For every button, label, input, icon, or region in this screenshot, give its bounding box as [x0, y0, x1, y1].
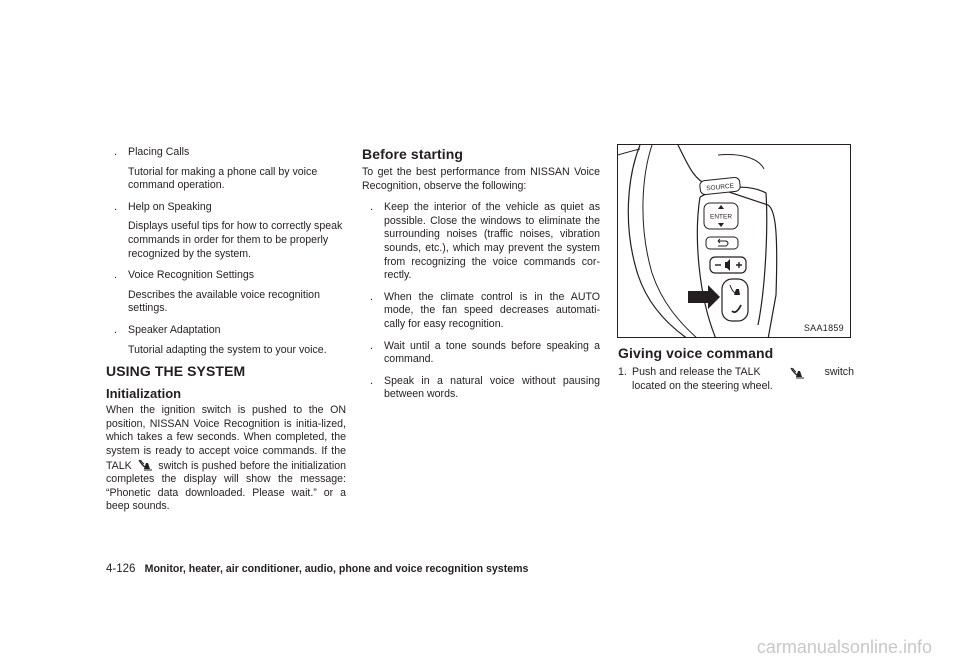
list-item-description: Tutorial for making a phone call by voice command operation.	[128, 165, 318, 192]
list-item-title: Voice Recognition Settings	[128, 269, 255, 282]
before-starting-intro: To get the best performance from NISSAN Voice Recognition, observe the following:	[362, 166, 600, 192]
bullet: .	[370, 290, 374, 303]
right-column	[618, 345, 854, 393]
list-item	[106, 324, 346, 338]
list-item-text: Wait until a tone sounds before speaking a command.	[384, 339, 600, 366]
list-item	[106, 269, 346, 283]
bullet: .	[370, 374, 374, 387]
left-column	[106, 146, 346, 514]
bullet: .	[114, 323, 118, 336]
talk-switch-icon	[789, 367, 805, 379]
bullet: .	[370, 339, 374, 352]
bullet: .	[114, 269, 118, 282]
step-text-continued: located on the steering wheel.	[632, 379, 773, 392]
steering-wheel-illustration	[618, 145, 851, 338]
bullet: .	[114, 200, 118, 213]
initialization-text: When the ignition switch is pushed to the ON position, NISSAN Voice Recognition is initia-lized, which takes a few seconds. When completed, the system is ready to accept voice commands. If the TALK switch is pushed before the initialization completes the display will show the message: “Phonetic data downloaded. Please wait.” or a beep sounds.	[106, 404, 346, 513]
list-item-title: Help on Speaking	[128, 200, 212, 213]
list-item	[106, 146, 346, 160]
list-item-description: Displays useful tips for how to correctly speak commands in order for them to be properly recognized by the system.	[128, 220, 343, 260]
list-item	[362, 340, 600, 367]
steering-wheel-switch-figure	[617, 144, 851, 338]
list-item-text: Keep the interior of the vehicle as quiet as possible. Close the windows to eliminate the surrounding noises (traffic noises, vibration sounds, etc.), which may prevent the system from recognizing the voice commands cor-rectly.	[384, 201, 600, 282]
page-footer	[106, 563, 528, 576]
step-item	[618, 366, 854, 393]
middle-column	[362, 146, 600, 402]
bullet: .	[114, 146, 118, 158]
watermark: carmanualsonline.info	[756, 637, 932, 657]
list-item	[362, 201, 600, 283]
enter-button-label: ENTER	[709, 213, 733, 221]
before-starting-title: Before starting	[362, 146, 464, 162]
step-text: Push and release the TALK switch	[632, 366, 854, 378]
list-item-description: Describes the available voice recognition settings.	[128, 288, 320, 315]
page-number: 4-126	[106, 563, 136, 575]
step-number: 1.	[618, 366, 627, 378]
list-item-text: Speak in a natural voice without pausing between words.	[384, 374, 600, 401]
list-item-title: Placing Calls	[128, 146, 190, 158]
subsection-title: Initialization	[106, 386, 182, 402]
list-item	[362, 291, 600, 332]
chapter-title: Monitor, heater, air conditioner, audio, phone and voice recognition systems	[144, 563, 529, 575]
giving-voice-command-title: Giving voice command	[618, 345, 774, 361]
list-item-description: Tutorial adapting the system to your voice.	[128, 343, 327, 356]
list-item-text: When the climate control is in the AUTO mode, the fan speed decreases automati-cally for easy recognition.	[384, 290, 600, 330]
list-item	[106, 201, 346, 215]
talk-switch-icon	[137, 459, 153, 471]
section-title: USING THE SYSTEM	[106, 363, 246, 380]
list-item	[362, 375, 600, 402]
list-item-title: Speaker Adaptation	[128, 323, 221, 336]
figure-code: SAA1859	[803, 323, 844, 333]
source-button-label: SOURCE	[705, 182, 735, 193]
bullet: .	[370, 201, 374, 214]
